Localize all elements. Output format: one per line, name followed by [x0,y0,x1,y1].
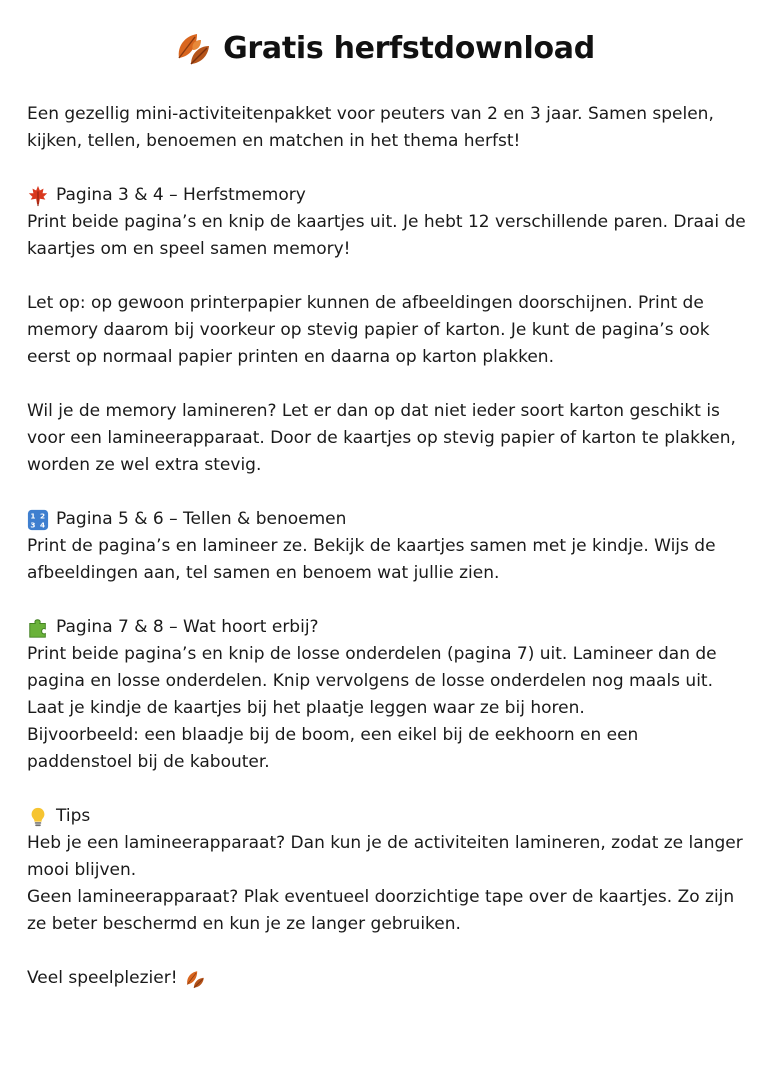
numbers-1234-icon [27,509,49,531]
section-heading-text: Pagina 7 & 8 – Wat hoort erbij? [56,617,319,637]
page-title: Gratis herfstdownload [223,30,595,66]
section-heading-memory [27,182,747,209]
section-heading-text: Tips [56,806,91,826]
fallen-leaves-icon [173,28,213,68]
paragraph: Print beide pagina’s en knip de losse onderdelen (pagina 7) uit. Lamineer dan de pagina en losse onderdelen. Knip vervolgens de losse onderdelen nog maals uit. Laat je kindje de kaartjes bij het plaatje leggen waar ze bij horen. [27,644,717,718]
puzzle-piece-icon [27,617,49,639]
paragraph: Heb je een lamineerapparaat? Dan kun je de activiteiten lamineren, zodat ze langer mooi blijven. [27,833,743,880]
section-heading-counting [27,506,747,533]
section-heading-text: Pagina 3 & 4 – Herfstmemory [56,185,306,205]
fallen-leaves-icon [184,968,206,990]
svg-text:2: 2 [40,511,46,521]
intro-text: Een gezellig mini-activiteitenpakket voor peuters van 2 en 3 jaar. Samen spelen, kijken, tellen, benoemen en matchen in het thema herfst! [27,104,714,151]
paragraph: Let op: op gewoon printerpapier kunnen de afbeeldingen doorschijnen. Print de memory daarom bij voorkeur op stevig papier of karton. Je kunt de pagina’s ook eerst op normaal papier printen en daarna op karton plakken. [27,293,710,367]
paragraph: Print de pagina’s en lamineer ze. Bekijk de kaartjes samen met je kindje. Wijs de afbeeldingen aan, tel samen en benoem wat jullie zien. [27,536,716,583]
paragraph: Bijvoorbeeld: een blaadje bij de boom, een eikel bij de eekhoorn en een paddenstoel bij de kabouter. [27,725,639,772]
section-heading-tips [27,803,747,830]
section-heading-text: Pagina 5 & 6 – Tellen & benoemen [56,509,347,529]
section-heading-matching [27,614,747,641]
svg-text:3: 3 [30,519,36,529]
closing-line [27,965,747,992]
svg-text:4: 4 [40,519,46,529]
title-row [0,28,768,68]
paragraph: Geen lamineerapparaat? Plak eventueel doorzichtige tape over de kaartjes. Zo zijn ze beter beschermd en kun je ze langer gebruiken. [27,887,735,934]
content [27,101,747,992]
paragraph: Print beide pagina’s en knip de kaartjes uit. Je hebt 12 verschillende paren. Draai de kaartjes om en speel samen memory! [27,212,746,259]
light-bulb-icon [27,806,49,828]
paragraph: Wil je de memory lamineren? Let er dan op dat niet ieder soort karton geschikt is voor een lamineerapparaat. Door de kaartjes op stevig papier of karton te plakken, worden ze wel extra stevig. [27,401,736,475]
svg-text:1: 1 [30,511,36,521]
maple-leaf-icon [27,185,49,207]
closing-text: Veel speelplezier! [27,968,178,988]
